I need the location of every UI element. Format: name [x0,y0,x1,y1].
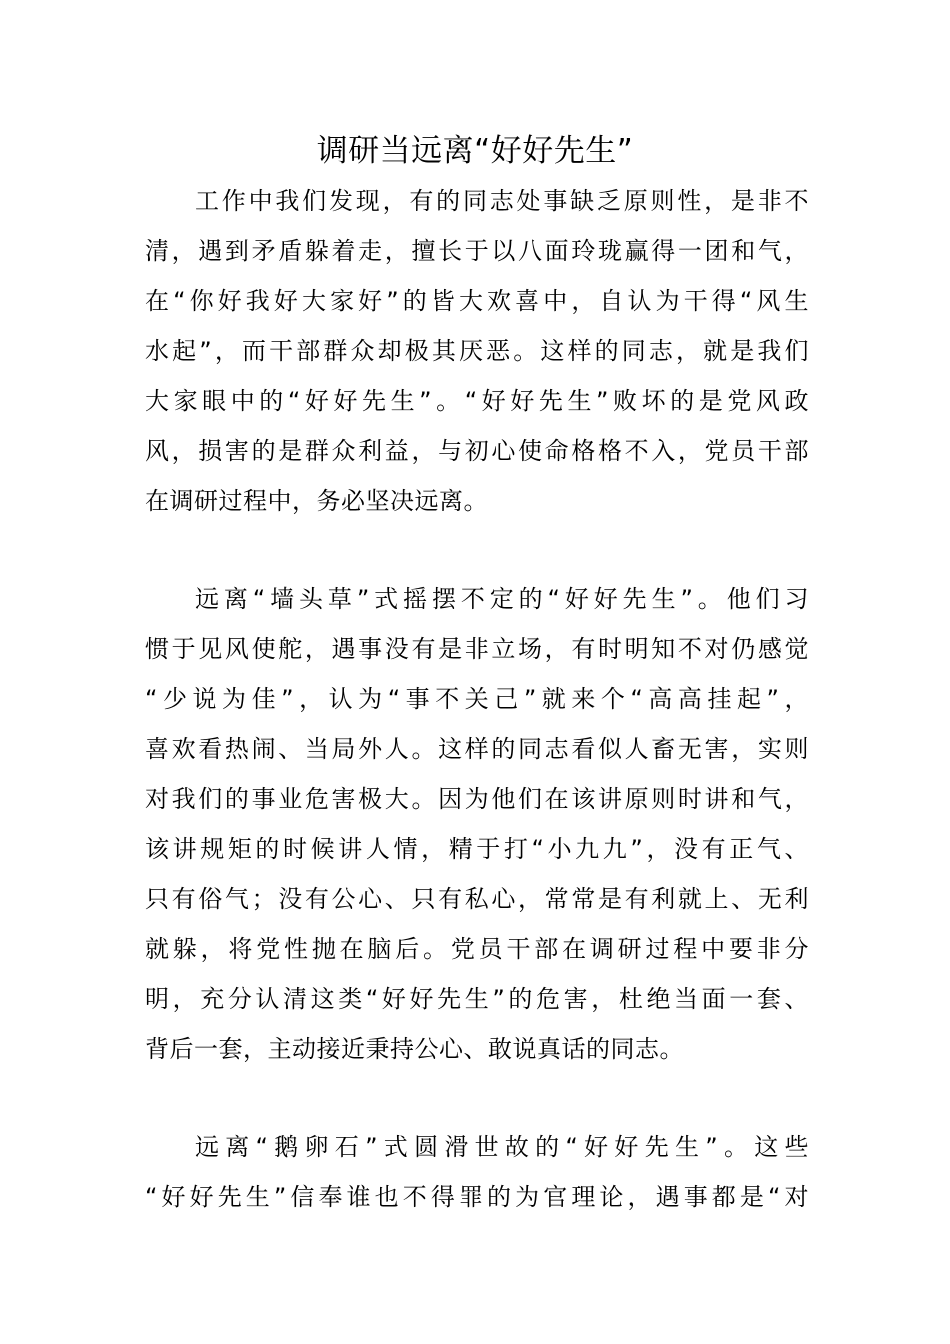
paragraph-line: 风，损害的是群众利益，与初心使命格格不入，党员干部 [145,437,809,465]
paragraph-line: 远离“鹅卵石”式圆滑世故的“好好先生”。这些 [195,1133,809,1161]
paragraph-line: 水起”，而干部群众却极其厌恶。这样的同志，就是我们 [145,337,809,365]
paragraph-line: 喜欢看热闹、当局外人。这样的同志看似人畜无害，实则 [145,735,809,763]
paragraph-line: “少说为佳”，认为“事不关己”就来个“高高挂起”， [145,685,809,713]
paragraph-line: 惯于见风使舵，遇事没有是非立场，有时明知不对仍感觉 [145,635,809,663]
paragraph-line: 明，充分认清这类“好好先生”的危害，杜绝当面一套、 [145,985,809,1013]
paragraph-line: 在“你好我好大家好”的皆大欢喜中，自认为干得“风生 [145,287,809,315]
paragraph-line: “好好先生”信奉谁也不得罪的为官理论，遇事都是“对 [145,1183,809,1211]
paragraph-line: 该讲规矩的时候讲人情，精于打“小九九”，没有正气、 [145,835,809,863]
paragraph-3 [145,1122,809,1222]
document-title: 调研当远离“好好先生” [316,133,634,169]
paragraph-line: 在调研过程中，务必坚决远离。 [145,487,488,515]
paragraph-line: 对我们的事业危害极大。因为他们在该讲原则时讲和气， [145,785,809,813]
paragraph-line: 清，遇到矛盾躲着走，擅长于以八面玲珑赢得一团和气， [145,237,809,265]
paragraph-line: 大家眼中的“好好先生”。“好好先生”败坏的是党风政 [145,387,809,415]
paragraph-1 [145,176,809,526]
paragraph-line: 就躲，将党性抛在脑后。党员干部在调研过程中要非分 [145,935,809,963]
paragraph-line: 只有俗气；没有公心、只有私心，常常是有利就上、无利 [145,885,809,913]
paragraph-2 [145,574,809,1074]
paragraph-line: 远离“墙头草”式摇摆不定的“好好先生”。他们习 [195,585,809,613]
paragraph-line: 工作中我们发现，有的同志处事缺乏原则性，是非不 [195,187,809,215]
paragraph-line: 背后一套，主动接近秉持公心、敢说真话的同志。 [145,1035,684,1063]
